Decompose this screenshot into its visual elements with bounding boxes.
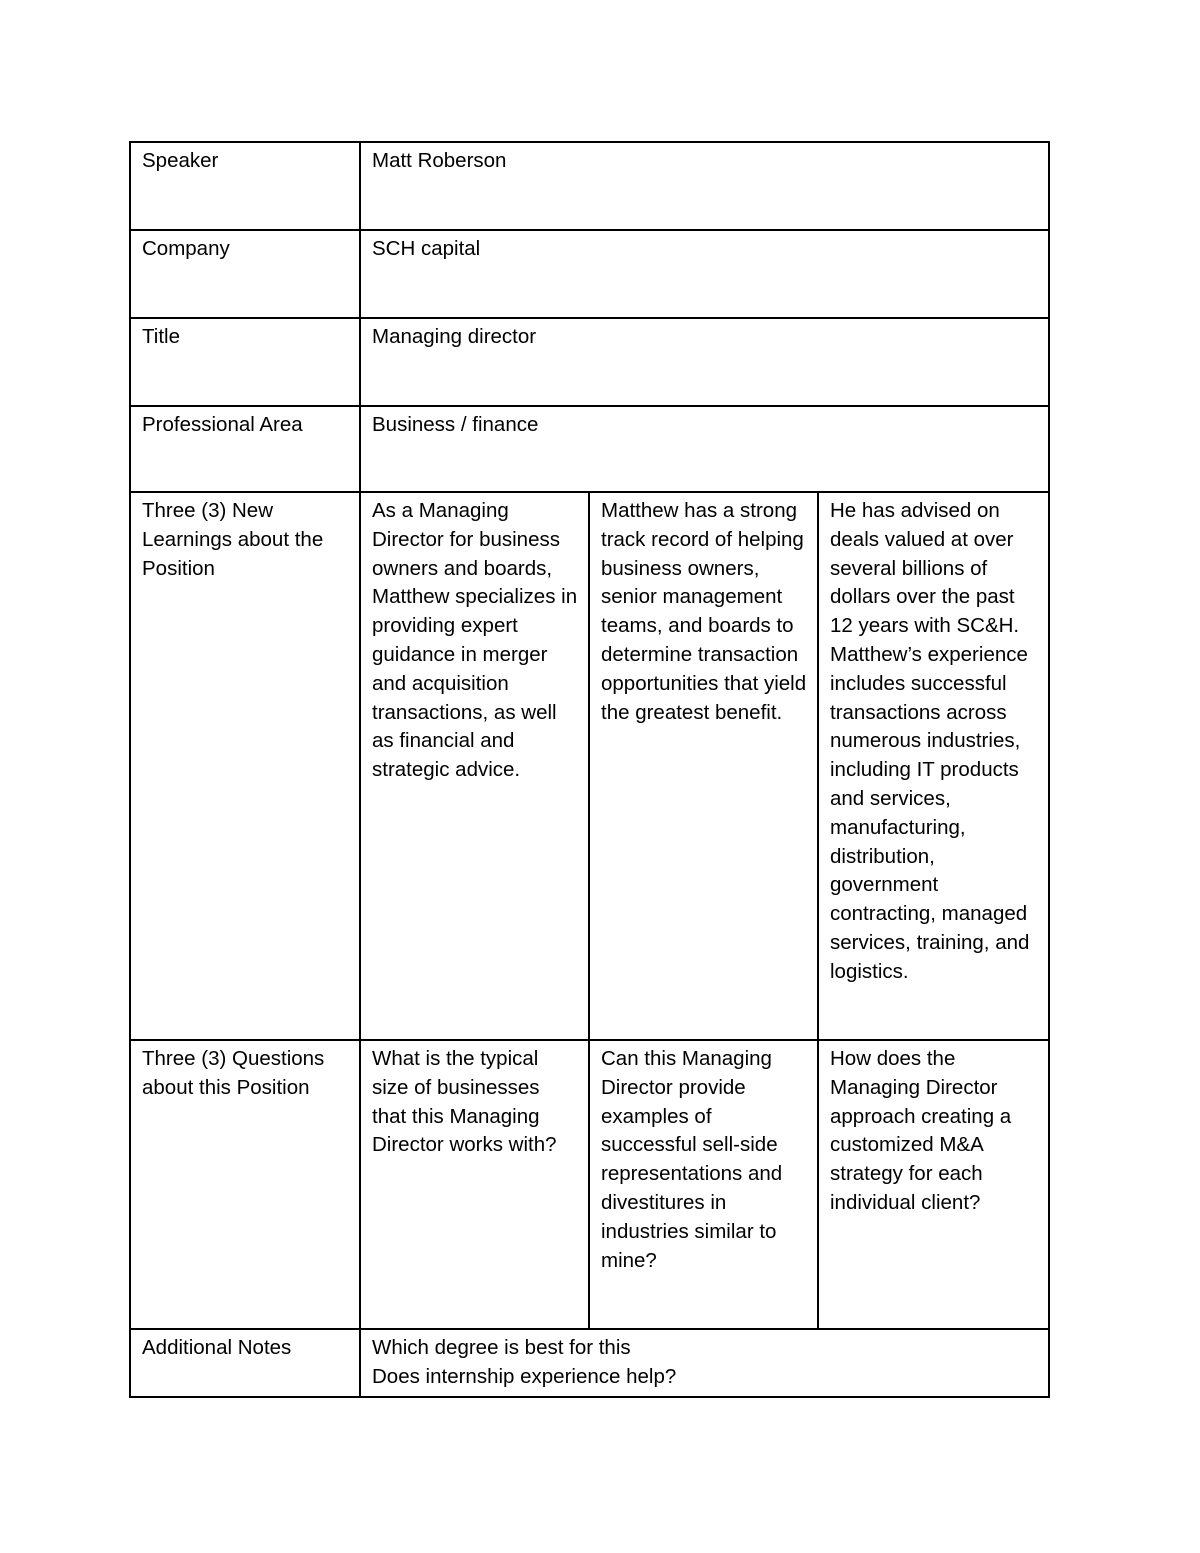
table-row-learnings: [130, 492, 1049, 1040]
learning-item: Matthew has a strong track record of helping business owners, senior management teams, and boards to determine transaction opportunities that yield the greatest benefit.: [589, 492, 818, 1040]
professional-area-value: Business / finance: [360, 406, 1049, 492]
question-item: Can this Managing Director provide examples of successful sell-side representations and divestitures in industries similar to mine?: [589, 1040, 818, 1329]
questions-label: Three (3) Questions about this Position: [130, 1040, 360, 1329]
learning-item: He has advised on deals valued at over several billions of dollars over the past 12 years with SC&H. Matthew’s experience includes successful transactions across numerous industries, including IT products and services, manufacturing, distribution, government contracting, managed services, training, and logistics.: [818, 492, 1049, 1040]
notes-value: [360, 1329, 1049, 1397]
question-item: How does the Managing Director approach creating a customized M&A strategy for each individual client?: [818, 1040, 1049, 1329]
table-row-title: [130, 318, 1049, 406]
learning-item: As a Managing Director for business owners and boards, Matthew specializes in providing expert guidance in merger and acquisition transactions, as well as financial and strategic advice.: [360, 492, 589, 1040]
notes-line: Does internship experience help?: [372, 1364, 677, 1388]
notes-line: Which degree is best for this: [372, 1336, 631, 1359]
table-row-company: [130, 230, 1049, 318]
company-label: Company: [130, 230, 360, 318]
professional-area-label: Professional Area: [130, 406, 360, 492]
title-value: Managing director: [360, 318, 1049, 406]
table-row-speaker: [130, 142, 1049, 230]
question-item: What is the typical size of businesses that this Managing Director works with?: [360, 1040, 589, 1329]
title-label: Title: [130, 318, 360, 406]
company-value: SCH capital: [360, 230, 1049, 318]
notes-label: Additional Notes: [130, 1329, 360, 1397]
learnings-label: Three (3) New Learnings about the Position: [130, 492, 360, 1040]
table-row-notes: [130, 1329, 1049, 1397]
table-row-professional-area: [130, 406, 1049, 492]
speaker-value: Matt Roberson: [360, 142, 1049, 230]
speaker-info-table: [129, 141, 1050, 1398]
table-row-questions: [130, 1040, 1049, 1329]
speaker-label: Speaker: [130, 142, 360, 230]
